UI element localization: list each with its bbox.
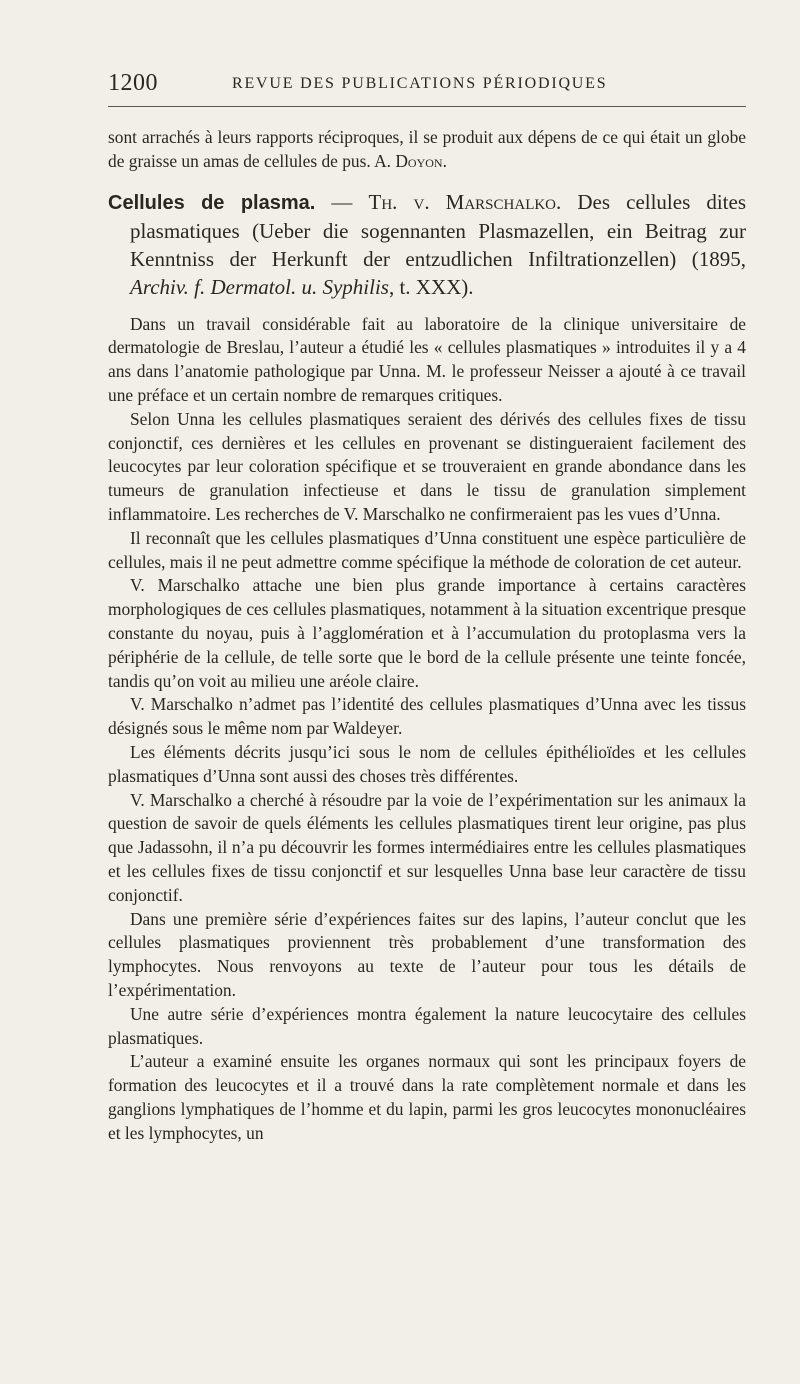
article-heading: Cellules de plasma. — Th. v. Marschalko. Des cellules dites plasmatiques (Ueber die sogennanten Plasmazellen, ein Beitrag zur Kenntniss der Herkunft der entzudlichen Infiltrationzellen) (1895, Archiv. f. Dermatol. u. Syphilis, t. XXX). bbox=[108, 189, 747, 299]
header-rule bbox=[108, 106, 746, 107]
paragraph: V. Marschalko a cherché à résoudre par la voie de l’expérimentation sur les animaux la question de savoir de quels éléments les cellules plasmatiques tirent leur origine, pas plus que Jadassohn, il n’a pu découvrir les formes intermédiaires entre les cellules plasmatiques et les cellules fixes de tissu conjonctif et sur lesquelles Unna base leur caractère de tissu conjonctif. bbox=[108, 789, 746, 905]
paragraph: V. Marschalko n’admet pas l’identité des cellules plasmatiques d’Unna avec les tissus désignés sous le même nom par Waldeyer. bbox=[108, 694, 746, 739]
running-title: REVUE DES PUBLICATIONS PÉRIODIQUES bbox=[232, 75, 608, 92]
article-title: Cellules de plasma. bbox=[108, 191, 316, 214]
paragraph-continuation: sont arrachés à leurs rapports réciproques, il se produit aux dépens de ce qui était un globe de graisse un amas de cellules de pus. A. Doyon. bbox=[108, 127, 746, 171]
page-number: 1200 bbox=[108, 70, 158, 96]
paragraph: Les éléments décrits jusqu’ici sous le nom de cellules épithélioïdes et les cellules plasmatiques d’Unna sont aussi des choses très différentes. bbox=[108, 741, 746, 786]
paragraph: Il reconnaît que les cellules plasmatiques d’Unna constituent une espèce particulière de cellules, mais il ne peut admettre comme spécifique la méthode de coloration de cet auteur. bbox=[108, 527, 746, 572]
paragraph: Dans une première série d’expériences faites sur des lapins, l’auteur conclut que les cellules plasmatiques proviennent très probablement d’une transformation des lymphocytes. Nous renvoyons au texte de l’auteur pour tous les détails de l’expérimentation. bbox=[108, 908, 746, 1000]
article-author: Th. v. Marschalko bbox=[368, 189, 557, 214]
paragraph: Une autre série d’expériences montra également la nature leucocytaire des cellules plasmatiques. bbox=[108, 1003, 746, 1048]
author-signature: Doyon bbox=[395, 150, 443, 171]
article-body bbox=[108, 126, 746, 1145]
page-header bbox=[108, 70, 746, 100]
paragraph: V. Marschalko attache une bien plus grande importance à certains caractères morphologiques de ces cellules plasmatiques, notamment à la situation excentrique presque constante du noyau, puis à l’agglomération et à l’accumulation du protoplasma vers la périphérie de la cellule, de telle sorte que le bord de la cellule présente une teinte foncée, tandis qu’on voit au milieu une aréole claire. bbox=[108, 575, 746, 691]
paragraph: L’auteur a examiné ensuite les organes normaux qui sont les principaux foyers de formation des leucocytes et il a trouvé dans la rate complètement normale et dans les ganglions lymphatiques de l’homme et du lapin, parmi les gros leucocytes mononucléaires et les lymphocytes, un bbox=[108, 1051, 746, 1143]
paragraph: Dans un travail considérable fait au laboratoire de la clinique universitaire de dermatologie de Breslau, l’auteur a étudié les « cellules plasmatiques » introduites il y a 4 ans dans l’anatomie pathologique par Unna. M. le professeur Neisser a ajouté à ce travail une préface et un certain nombre de remarques critiques. bbox=[108, 313, 746, 405]
journal-name: Archiv. f. Dermatol. u. Syphilis bbox=[130, 274, 389, 299]
paragraph: Selon Unna les cellules plasmatiques seraient des dérivés des cellules fixes de tissu conjonctif, ces dernières et les cellules en provenant se distingueraient facilement des leucocytes par leur coloration spécifique et se trouveraient en grande abondance dans les tumeurs de granulation infectieuse et dans le tissu de granulation simplement inflammatoire. Les recherches de V. Marschalko ne confirmeraient pas les vues d’Unna. bbox=[108, 408, 746, 524]
